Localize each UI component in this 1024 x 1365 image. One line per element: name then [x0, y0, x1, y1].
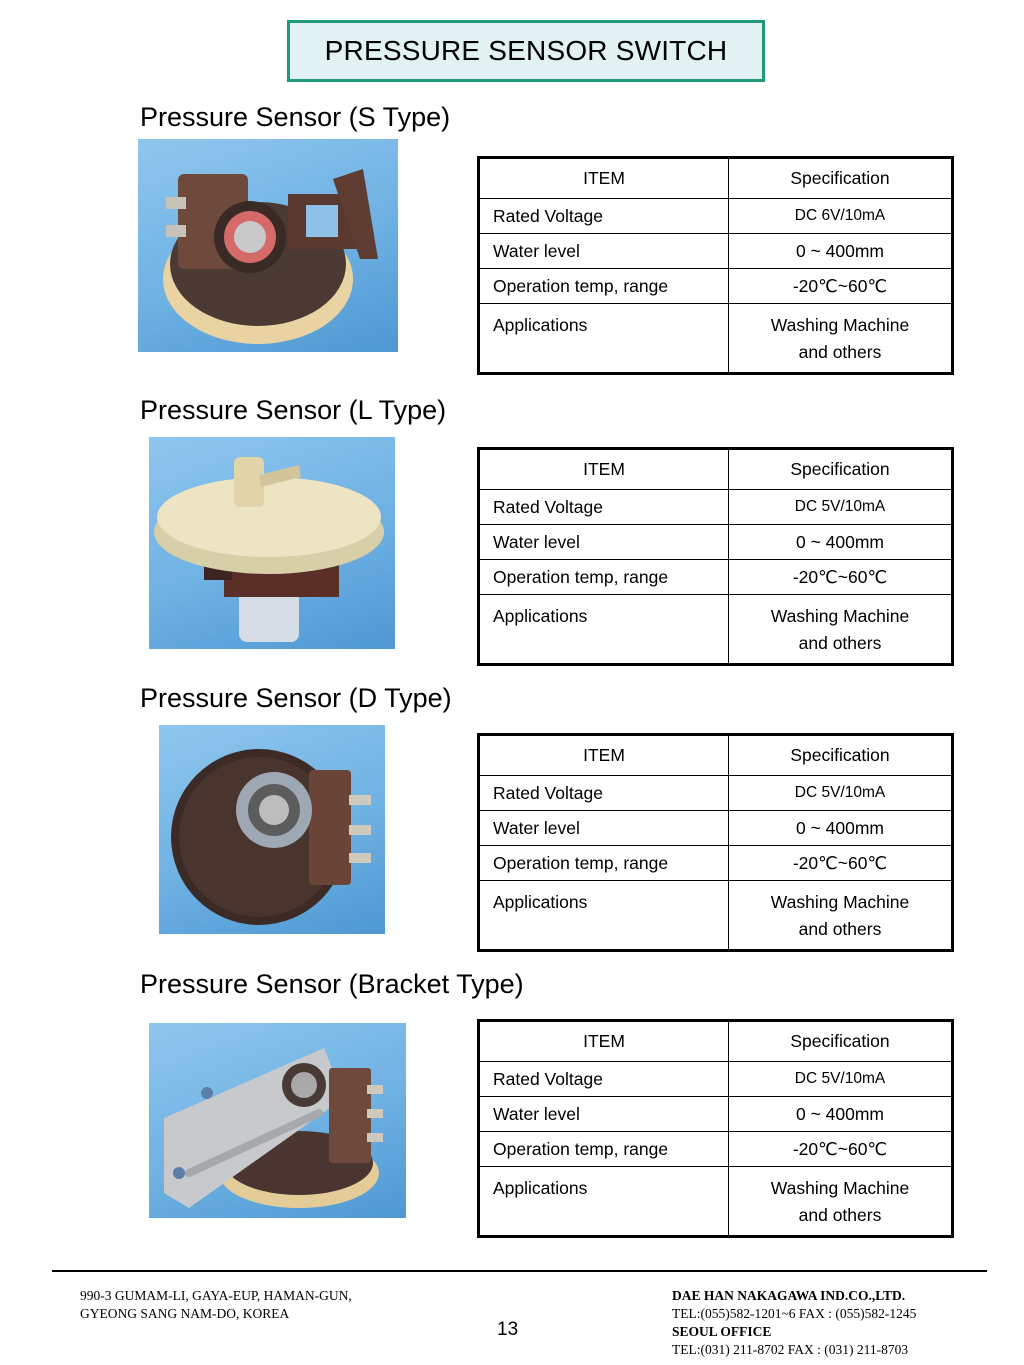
temp-range-value: -20℃~60℃ — [729, 560, 953, 595]
col-header-item: ITEM — [479, 158, 729, 199]
l-type-sensor-photo — [149, 437, 395, 649]
rated-voltage-value: DC 6V/10mA — [729, 199, 953, 234]
row-label-water: Water level — [479, 525, 729, 560]
water-level-value: 0 ~ 400mm — [729, 234, 953, 269]
company-tel: TEL:(055)582-1201~6 FAX : (055)582-1245 — [672, 1306, 917, 1321]
col-header-item: ITEM — [479, 449, 729, 490]
seoul-office-label: SEOUL OFFICE — [672, 1324, 772, 1339]
page-title-box — [287, 20, 765, 82]
spec-table-d-type — [477, 733, 954, 952]
rated-voltage-value: DC 5V/10mA — [729, 1062, 953, 1097]
spec-table-l-type — [477, 447, 954, 666]
row-label-temp: Operation temp, range — [479, 560, 729, 595]
row-label-temp: Operation temp, range — [479, 1132, 729, 1167]
row-label-voltage: Rated Voltage — [479, 490, 729, 525]
applications-value: Washing Machine and others — [729, 304, 953, 374]
rated-voltage-value: DC 5V/10mA — [729, 490, 953, 525]
row-label-water: Water level — [479, 1097, 729, 1132]
row-label-water: Water level — [479, 811, 729, 846]
row-label-apps: Applications — [479, 881, 729, 951]
water-level-value: 0 ~ 400mm — [729, 525, 953, 560]
col-header-spec: Specification — [729, 735, 953, 776]
row-label-apps: Applications — [479, 1167, 729, 1237]
row-label-water: Water level — [479, 234, 729, 269]
company-name: DAE HAN NAKAGAWA IND.CO.,LTD. — [672, 1288, 906, 1303]
temp-range-value: -20℃~60℃ — [729, 1132, 953, 1167]
row-label-voltage: Rated Voltage — [479, 776, 729, 811]
rated-voltage-value: DC 5V/10mA — [729, 776, 953, 811]
address-line-2: GYEONG SANG NAM-DO, KOREA — [80, 1306, 290, 1321]
col-header-spec: Specification — [729, 449, 953, 490]
section-title-s-type: Pressure Sensor (S Type) — [140, 102, 451, 132]
row-label-voltage: Rated Voltage — [479, 1062, 729, 1097]
temp-range-value: -20℃~60℃ — [729, 269, 953, 304]
section-title-l-type: Pressure Sensor (L Type) — [140, 395, 447, 425]
page-title: PRESSURE SENSOR SWITCH — [324, 35, 728, 66]
section-title-d-type: Pressure Sensor (D Type) — [140, 683, 452, 713]
row-label-voltage: Rated Voltage — [479, 199, 729, 234]
applications-value: Washing Machine and others — [729, 1167, 953, 1237]
spec-table-s-type — [477, 156, 954, 375]
office-tel: TEL:(031) 211-8702 FAX : (031) 211-8703 — [672, 1342, 909, 1357]
temp-range-value: -20℃~60℃ — [729, 846, 953, 881]
applications-value: Washing Machine and others — [729, 595, 953, 665]
spec-table-bracket-type — [477, 1019, 954, 1238]
row-label-temp: Operation temp, range — [479, 846, 729, 881]
col-header-spec: Specification — [729, 158, 953, 199]
d-type-sensor-photo — [159, 725, 385, 934]
s-type-sensor-photo — [138, 139, 398, 352]
applications-value: Washing Machine and others — [729, 881, 953, 951]
col-header-item: ITEM — [479, 735, 729, 776]
row-label-apps: Applications — [479, 595, 729, 665]
bracket-type-sensor-photo — [149, 1023, 406, 1218]
row-label-temp: Operation temp, range — [479, 269, 729, 304]
page-number: 13 — [497, 1319, 519, 1340]
row-label-apps: Applications — [479, 304, 729, 374]
footer-contact — [672, 1287, 916, 1359]
footer-divider — [52, 1270, 987, 1272]
section-title-bracket-type: Pressure Sensor (Bracket Type) — [140, 969, 524, 999]
col-header-item: ITEM — [479, 1021, 729, 1062]
footer-address — [80, 1287, 352, 1323]
col-header-spec: Specification — [729, 1021, 953, 1062]
water-level-value: 0 ~ 400mm — [729, 811, 953, 846]
address-line-1: 990-3 GUMAM-LI, GAYA-EUP, HAMAN-GUN, — [80, 1288, 352, 1303]
water-level-value: 0 ~ 400mm — [729, 1097, 953, 1132]
